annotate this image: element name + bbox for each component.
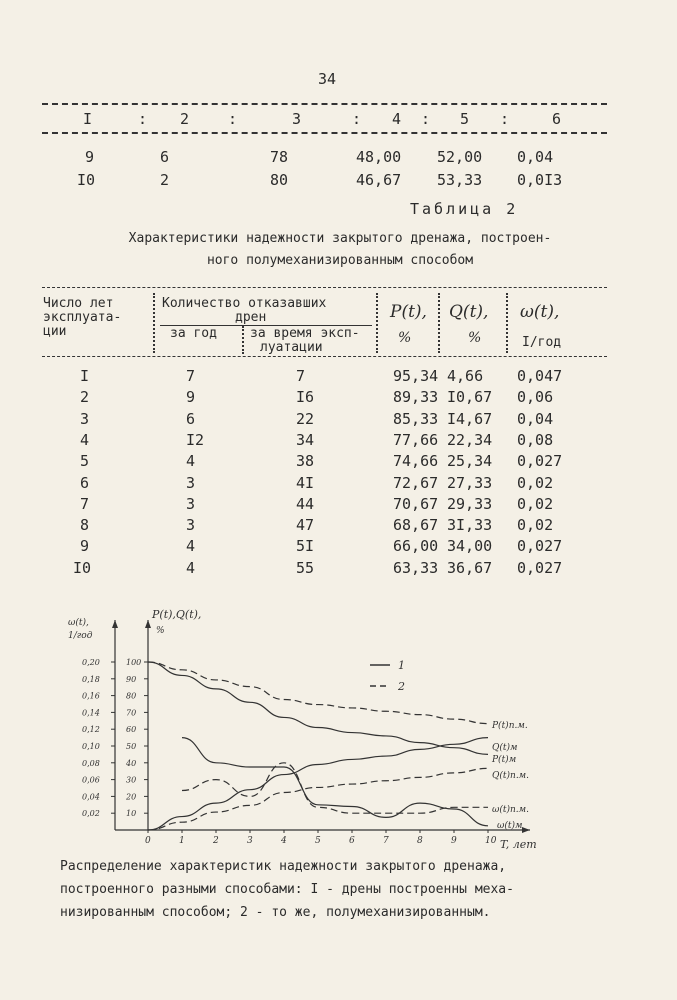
table2-cell: 8 [80,516,90,535]
x-tick-label: 5 [315,836,321,846]
table2-cell: 0,027 [517,558,563,577]
percent-tick-label: 80 [126,691,137,701]
table2-cell: 6 [186,409,196,428]
header-q: Q(t), [449,302,489,322]
header-p-unit: % [398,330,412,346]
table2-cell: 27,33 [447,473,493,492]
table1-col-3: 3 [292,110,302,128]
table2-cell: I [80,367,90,385]
table1-col-1: I [83,110,93,128]
caption-line2: построенного разными способами: I - дрены построенны меха- [60,882,514,897]
table2-cell: 5I [296,537,315,556]
table1-col-sep: : [352,110,362,128]
table1-col-5: 5 [460,110,470,128]
table2-cell: 0,02 [517,473,554,492]
series-line [148,662,488,754]
table2-cell: 3 [186,473,196,492]
header-failed-line1: Количество отказавших [162,296,327,311]
series-label: ω(t)м [497,821,523,831]
series-label: P(t)м [492,755,517,765]
percent-tick-label: 40 [126,758,137,768]
table2-cell: 89,33 [393,388,439,407]
table2-row [0,474,677,496]
table2-cell: 9 [186,388,196,407]
table2-row [0,495,677,517]
table2-cell: 4I [296,473,315,492]
series-line [148,738,488,830]
x-tick-label: 6 [349,836,355,846]
percent-tick-label: 50 [126,742,137,751]
table1-cell: 80 [270,171,289,189]
table1-cell: I0 [77,171,96,189]
series-label: Q(t)м [492,743,518,753]
table1-col-sep: : [500,110,510,128]
table2-row [0,410,677,432]
omega-axis-unit: 1/год [68,631,93,641]
table1-cell: 6 [160,148,170,166]
percent-axis-arrow [145,620,151,628]
header-failed-line2: дрен [235,310,267,325]
table2-cell: 22,34 [447,430,493,449]
table2-row [0,431,677,453]
x-tick-label: 2 [213,836,219,846]
table1-cell: 78 [270,148,289,166]
table2-cell: 4 [186,558,196,577]
table2-title [60,228,620,272]
table2-cell: 70,67 [393,494,439,513]
figure-caption [60,855,620,924]
series-line [182,738,488,826]
omega-tick-label: 0,14 [82,708,100,718]
table2-header-rule [42,356,607,357]
page-number: 34 [318,70,337,88]
table2-cell: 0,02 [517,494,554,513]
table2-row [0,452,677,474]
omega-tick-label: 0,16 [82,691,100,701]
omega-axis-arrow [112,620,118,628]
caption-line1: Распределение характеристик надежности закрытого дренажа, [60,859,507,874]
table2-cell: 34 [296,430,315,449]
omega-tick-label: 0,10 [82,742,100,751]
series-label: ω(t)п.м. [492,805,529,815]
percent-axis-unit: % [156,626,165,636]
table2-cell: 77,66 [393,430,439,449]
series-label: P(t)п.м. [492,721,528,731]
table2-cell: 0,06 [517,388,554,407]
x-tick-label: 1 [179,836,185,846]
table2-cell: 72,67 [393,473,439,492]
table2-cell: I6 [296,388,315,407]
table1-col-6: 6 [552,110,562,128]
table2-cell: 4,66 [447,367,484,385]
header-years-line1: Число лет [43,296,114,311]
x-tick-label: 3 [247,836,253,846]
table2-cell: 7 [80,494,90,513]
table2-cell: I0,67 [447,388,493,407]
x-tick-label: 8 [417,836,423,846]
table2-label: Таблица 2 [410,200,519,218]
table1-top-rule [42,103,607,105]
omega-tick-label: 0,08 [82,758,100,768]
table2-cell: 47 [296,516,315,535]
table2-row [0,537,677,559]
header-separator [153,293,155,353]
percent-tick-label: 20 [126,792,137,802]
x-axis-label: T, лет [500,838,537,850]
table2-cell: I0 [73,558,92,577]
table1-cell: 52,00 [437,148,483,166]
table2-cell: 44 [296,494,315,513]
header-separator [242,326,244,354]
omega-tick-label: 0,20 [82,658,100,667]
table1-col-sep: : [228,110,238,128]
series-line [148,768,488,830]
header-total-line2: луатации [260,340,323,355]
header-w: ω(t), [520,302,560,322]
reliability-chart [60,600,560,850]
table2-cell: I4,67 [447,409,493,428]
table2-cell: 55 [296,558,315,577]
table2-cell: 66,00 [393,537,439,556]
x-axis-arrow [522,827,530,833]
table2-cell: 0,027 [517,537,563,556]
percent-tick-label: 60 [126,725,137,735]
table1-cell: 0,04 [517,148,554,166]
header-per-year: за год [170,326,217,341]
table2-cell: 2 [80,388,90,407]
table2-cell: 6 [80,473,90,492]
table1-cell: 9 [85,148,95,166]
table2-cell: 22 [296,409,315,428]
table2-cell: 3 [186,494,196,513]
table2-top-rule [42,287,607,288]
x-tick-label: 4 [281,836,287,846]
header-p: P(t), [390,302,427,322]
table2-title-line2: ного полумеханизированным способом [206,253,474,268]
table2-cell: 0,047 [517,367,563,385]
percent-tick-label: 30 [126,775,137,785]
table2-title-line1: Характеристики надежности закрытого дренажа, построен- [128,231,552,246]
table2-row [0,367,677,389]
omega-tick-label: 0,06 [82,775,100,785]
x-tick-label: 7 [383,836,389,846]
omega-tick-label: 0,18 [82,674,100,684]
table2-cell: 29,33 [447,494,493,513]
header-separator [438,293,440,353]
percent-tick-label: 90 [126,674,137,684]
table1-row [0,148,677,170]
x-tick-label: 0 [145,836,151,846]
table2-cell: 3 [80,409,90,428]
table2-cell: 4 [80,430,90,449]
table1-header-rule [42,132,607,134]
percent-tick-label: 100 [126,658,142,667]
table2-row [0,516,677,538]
table1-col-sep: : [138,110,148,128]
table2-cell: 38 [296,452,315,471]
table2-cell: 95,34 [393,367,439,385]
table2-row [0,559,677,581]
header-total-line1: за время эксп- [250,326,360,341]
legend-label-1: 1 [398,659,405,672]
header-separator [506,293,508,353]
header-q-unit: % [468,330,482,346]
table2-cell: 0,08 [517,430,554,449]
omega-tick-label: 0,12 [82,725,100,735]
table2-row [0,388,677,410]
table2-cell: 74,66 [393,452,439,471]
table1-cell: 48,00 [356,148,402,166]
table2-cell: 5 [80,452,90,471]
header-years-line2: эксплуата- [43,310,122,325]
table2-cell: 7 [296,367,306,385]
caption-line3: низированным способом; 2 - то же, полумеханизированным. [60,905,491,920]
header-years-line3: ции [43,324,67,339]
table2-cell: 3I,33 [447,516,493,535]
table1-cell: 53,33 [437,171,483,189]
table2-cell: 85,33 [393,409,439,428]
table1-col-sep: : [421,110,431,128]
table2-cell: 68,67 [393,516,439,535]
percent-tick-label: 10 [126,809,137,819]
table2-cell: 4 [186,452,196,471]
table2-cell: 4 [186,537,196,556]
header-w-unit: I/год [522,335,562,350]
legend-label-2: 2 [398,680,405,693]
table2-cell: 0,02 [517,516,554,535]
table2-cell: 0,04 [517,409,554,428]
table1-cell: 46,67 [356,171,402,189]
table2-cell: 25,34 [447,452,493,471]
percent-tick-label: 70 [126,708,137,718]
omega-axis-label: ω(t), [68,618,89,628]
series-line [148,662,488,724]
table1-col-2: 2 [180,110,190,128]
table2-cell: 36,67 [447,558,493,577]
table2-cell: I2 [186,430,205,449]
series-label: Q(t)п.м. [492,771,529,781]
table1-row [0,171,677,193]
table2-cell: 9 [80,537,90,556]
omega-tick-label: 0,02 [82,809,100,819]
table2-cell: 63,33 [393,558,439,577]
table1-col-4: 4 [392,110,402,128]
x-tick-label: 9 [451,836,457,846]
x-tick-label: 10 [485,836,497,846]
table2-cell: 0,027 [517,452,563,471]
table2-cell: 7 [186,367,196,385]
table2-cell: 34,00 [447,537,493,556]
table1-cell: 2 [160,171,170,189]
table2-cell: 3 [186,516,196,535]
table1-header-row [0,110,677,132]
table1-cell: 0,0I3 [517,171,563,189]
omega-tick-label: 0,04 [82,792,100,802]
percent-axis-label: P(t),Q(t), [152,608,202,621]
header-separator [376,293,378,353]
